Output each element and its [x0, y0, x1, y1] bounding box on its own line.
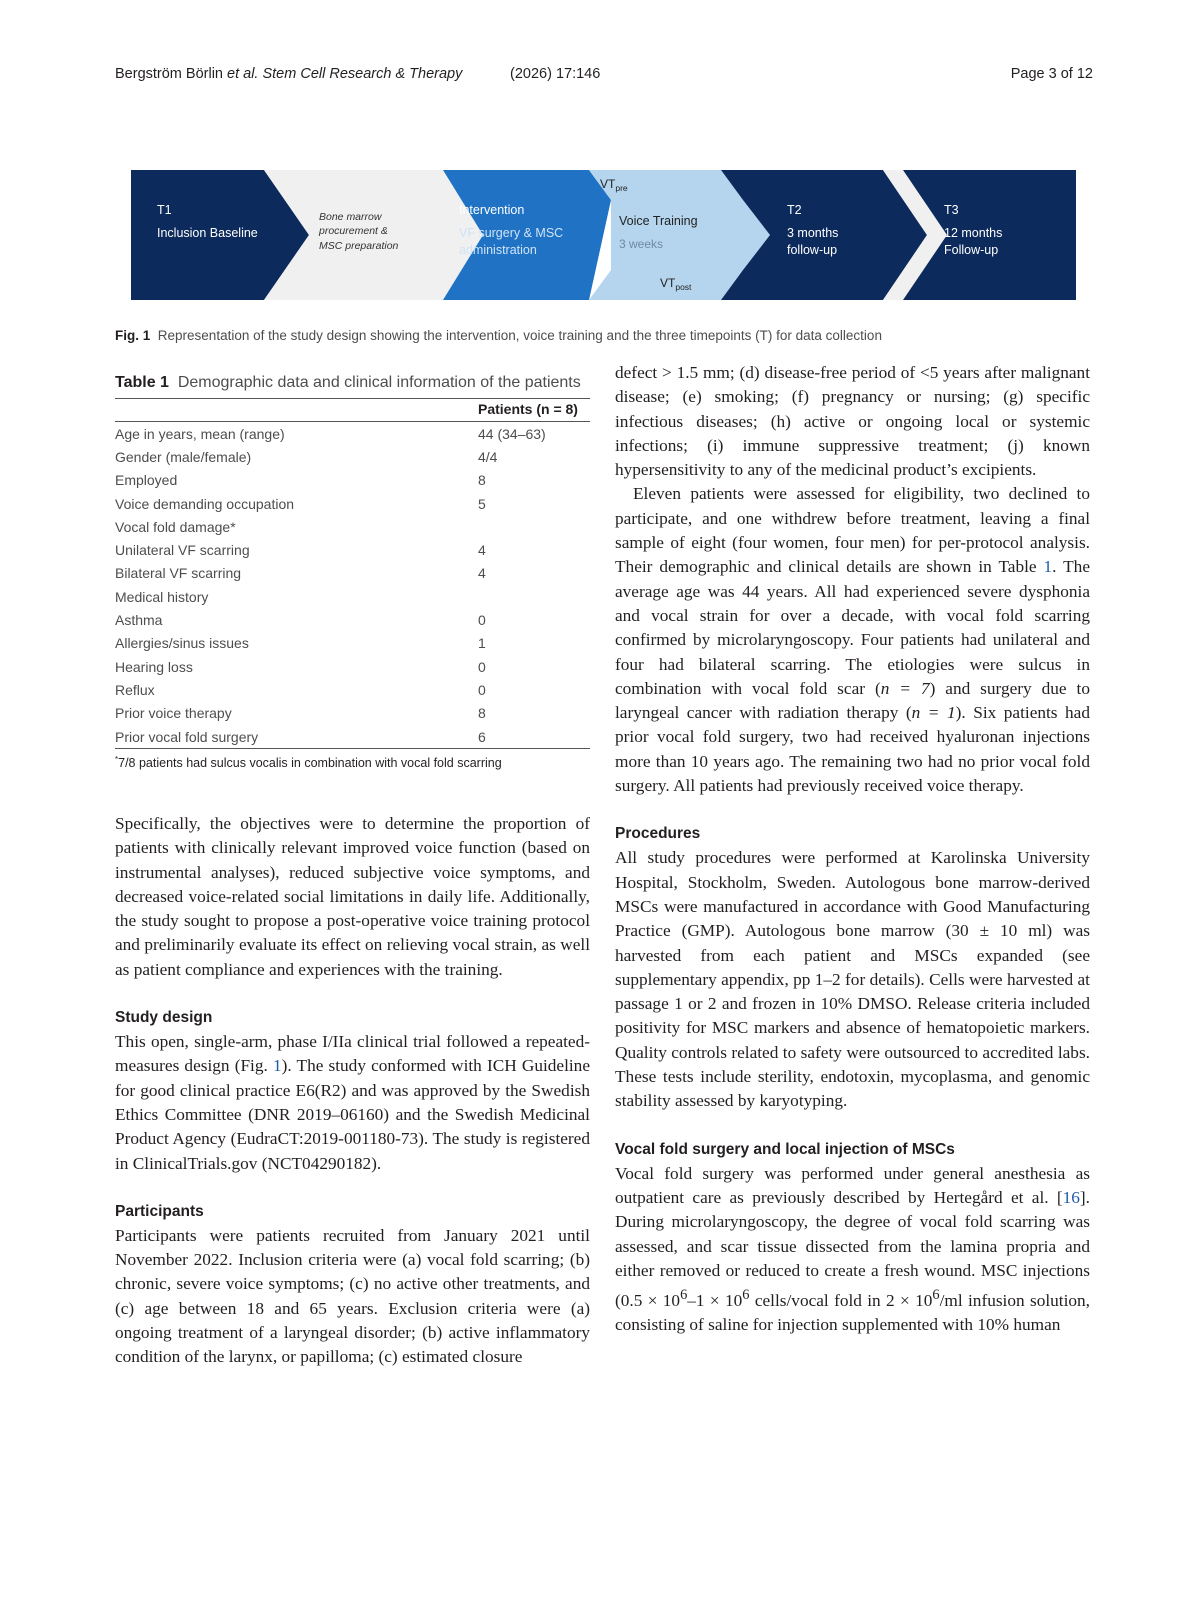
- table-row: [115, 608, 590, 631]
- row-label: Bilateral VF scarring: [115, 565, 242, 582]
- surgery-text-c: –1 × 10: [687, 1290, 743, 1310]
- table-row: [115, 515, 590, 538]
- t2-line-2: follow-up: [787, 243, 838, 257]
- objectives-paragraph: Specifically, the objectives were to determine the proportion of patients with clinically relevant improved voice function (based on instrumental analyses), reduced subjective voice symptoms, and decreased voice-related social limitations in daily life. Additionally, the study sought to propose a post-operative voice training protocol and preliminarily evaluate its effect on relieving vocal strain, as well as patient compliance and experiences with the training.: [115, 814, 590, 979]
- participants-heading: Participants: [115, 1202, 204, 1220]
- surgery-sup-2: 6: [742, 1287, 750, 1304]
- figure-caption-label: Fig. 1: [115, 328, 151, 343]
- table-row: [115, 538, 590, 561]
- row-value: 44 (34–63): [478, 425, 546, 442]
- surgery-text-a: Vocal fold surgery was performed under general anesthesia as outpatient care as previously described by Hertegård et al. [: [615, 1163, 1090, 1207]
- procedures-heading: Procedures: [615, 825, 701, 843]
- surgery-text-b: ]. During microlaryngoscopy, the degree of vocal fold scarring was assessed, and scar tissue dissected from the lamina propria and either removed or reduced to create a fresh wound. MSC injections (0.5 × 10: [615, 1187, 1090, 1310]
- table-row: [115, 562, 590, 585]
- table-row: [115, 725, 590, 749]
- row-label: Reflux: [115, 681, 155, 698]
- voice-training-band: [611, 200, 770, 270]
- voice-training-label: Voice Training: [619, 214, 698, 228]
- table-row: [115, 655, 590, 678]
- table-caption: [115, 372, 590, 394]
- surgery-heading: Vocal fold surgery and local injection of MSCs: [615, 1140, 955, 1158]
- row-value: 4: [478, 542, 486, 559]
- procedures-paragraph: All study procedures were performed at Karolinska University Hospital, Stockholm, Sweden. Autologous bone marrow-derived MSCs were manufactured in accordance with Good Manufacturing Practice (GMP). Autologous bone marrow (30 ± 10 ml) was harvested from each patient and MSCs expanded (see supplementary appendix, pp 1–2 for details). Cells were harvested at passage 1 or 2 and frozen in 10% DMSO. Release criteria included positivity for MSC markers and absence of hematopoietic markers. Quality controls related to safety were outsourced to accredited labs. These tests include sterility, endotoxin, mycoplasma, and genomic stability assessed by karyotyping.: [615, 848, 1090, 1111]
- left-text-column: [115, 812, 590, 1370]
- table-row: [115, 469, 590, 492]
- table-row: [115, 492, 590, 515]
- header-etal: et al.: [222, 66, 259, 82]
- table-footnote-text: 7/8 patients had sulcus vocalis in combination with vocal fold scarring: [118, 756, 502, 771]
- table-row: [115, 585, 590, 608]
- header-volume: (2026) 17:146: [510, 66, 601, 82]
- row-value: 0: [478, 612, 486, 629]
- row-value: 8: [478, 705, 486, 722]
- eligibility-text-b: . The average age was 44 years. All had experienced severe dysphonia and vocal strain for over a decade, with vocal fold scarring confirmed by microlaryngoscopy. Four patients had unilateral and four had bilateral scarring. The etiologies were sulcus in combination with vocal fold scar (: [615, 557, 1090, 698]
- table-footnote: [115, 755, 590, 770]
- t2-label: T2: [787, 203, 802, 217]
- study-design-heading: Study design: [115, 1009, 213, 1027]
- surgery-sup-3: 6: [932, 1287, 940, 1304]
- row-value: 6: [478, 725, 590, 749]
- figure-caption: [115, 328, 882, 343]
- surgery-paragraph: [615, 1162, 1090, 1338]
- row-value: 0: [478, 658, 486, 675]
- bone-marrow-line-3: MSC preparation: [319, 240, 399, 252]
- table-row: [115, 422, 590, 446]
- table-footnote-mark: *: [115, 755, 119, 765]
- t1-label: T1: [157, 203, 172, 217]
- eligibility-paragraph: [615, 482, 1090, 798]
- row-value: 4/4: [478, 448, 498, 465]
- intervention-line-1: VF surgery & MSC: [459, 226, 564, 240]
- right-text-column: [615, 361, 1090, 1337]
- row-value: [478, 585, 590, 608]
- row-value: 5: [478, 495, 486, 512]
- reference-16-link[interactable]: 16: [1062, 1187, 1080, 1207]
- header-citation-left: [115, 66, 462, 82]
- figure-1-link[interactable]: 1: [272, 1056, 282, 1076]
- row-value: 8: [478, 472, 486, 489]
- eligibility-text-c: ) and surgery due to laryngeal cancer with radiation therapy (: [615, 678, 1090, 723]
- study-design-paragraph: [115, 1030, 590, 1176]
- table-column-header: Patients (n = 8): [115, 399, 590, 422]
- intervention-title: Intervention: [459, 203, 525, 217]
- row-label: Employed: [115, 472, 178, 489]
- row-value: [478, 515, 590, 538]
- table-row: [115, 445, 590, 468]
- intervention-line-2: administration: [459, 243, 537, 257]
- header-page-number: Page 3 of 12: [1010, 66, 1093, 82]
- header-journal: Stem Cell Research & Therapy: [258, 66, 463, 82]
- table-1-block: [115, 372, 590, 770]
- row-label: Vocal fold damage*: [115, 518, 236, 535]
- bone-marrow-line-2: procurement &: [319, 225, 388, 237]
- header-authors: Bergström Börlin: [115, 66, 223, 82]
- study-design-figure: [131, 170, 1076, 305]
- eligibility-text-a: Eleven patients were assessed for eligibility, two declined to participate, and one withdrew before treatment, leaving a final sample of eight (four women, four men) for per-protocol analysis. Their demographic and clinical details are shown in Table: [615, 484, 1090, 577]
- t3-line-1: 12 months: [944, 226, 1003, 240]
- eligibility-n1: n = 1: [911, 703, 956, 723]
- eligibility-n7: n = 7: [880, 678, 930, 698]
- figure-caption-text: Representation of the study design showing the intervention, voice training and the three timepoints (T) for data collection: [157, 328, 882, 343]
- row-label: Unilateral VF scarring: [115, 542, 250, 559]
- study-design-text-b: ). The study conformed with ICH Guideline for good clinical practice E6(R2) and was approved by the Swedish Ethics Committee (DNR 2019–06160) and the Swedish Medicinal Product Agency (EudraCT:2019-001180-73). The study is registered in ClinicalTrials.gov (NCT04290182).: [115, 1056, 590, 1173]
- row-label: Medical history: [115, 588, 209, 605]
- table-header-row: [115, 399, 590, 422]
- bone-marrow-line-1: Bone marrow: [319, 211, 382, 223]
- row-label: Prior vocal fold surgery: [115, 725, 478, 749]
- table-row: [115, 678, 590, 701]
- vt-pre-subscript: pre: [615, 183, 628, 193]
- table-row: [115, 702, 590, 725]
- t1-text: Inclusion Baseline: [157, 226, 258, 240]
- row-value: 1: [478, 635, 486, 652]
- surgery-text-e: /ml infusion solution, consisting of saline for injection supplemented with 10% human: [615, 1290, 1091, 1335]
- row-label: Voice demanding occupation: [115, 495, 295, 512]
- row-value: 4: [478, 565, 486, 582]
- vt-post-main: VT: [660, 276, 676, 290]
- table-row: [115, 632, 590, 655]
- running-header: [115, 66, 1093, 90]
- t3-line-2: Follow-up: [944, 243, 999, 257]
- surgery-text-d: cells/vocal fold in 2 × 10: [749, 1290, 933, 1310]
- row-label: Allergies/sinus issues: [115, 635, 249, 652]
- table-1-link[interactable]: 1: [1043, 557, 1053, 577]
- t3-label: T3: [944, 203, 959, 217]
- row-value: 0: [478, 681, 486, 698]
- row-label: Prior voice therapy: [115, 705, 232, 722]
- surgery-sup-1: 6: [680, 1287, 688, 1304]
- study-design-text-a: This open, single-arm, phase I/IIa clinical trial followed a repeated-measures design (Fig.: [115, 1032, 590, 1076]
- row-label: Asthma: [115, 612, 163, 629]
- table-caption-text: Demographic data and clinical information of the patients: [177, 374, 581, 391]
- eligibility-text-d: ). Six patients had prior vocal fold surgery, two had received hyaluronan injections more than 10 years ago. The remaining two had no prior vocal fold surgery. All patients had previously received voice therapy.: [615, 703, 1090, 796]
- exclusion-continuation-paragraph: defect > 1.5 mm; (d) disease-free period of <5 years after malignant disease; (e) smoking; (f) pregnancy or nursing; (g) specific infectious diseases; (h) active or ongoing local or systemic infections; (i) immune suppressive treatment; (j) known hypersensitivity to any of the medicinal product’s excipients.: [615, 363, 1090, 480]
- voice-training-duration: 3 weeks: [619, 237, 664, 251]
- t2-line-1: 3 months: [787, 226, 839, 240]
- row-label: Age in years, mean (range): [115, 425, 285, 442]
- row-label: Gender (male/female): [115, 448, 252, 465]
- participants-paragraph: Participants were patients recruited from January 2021 until November 2022. Inclusion criteria were (a) vocal fold scarring; (b) chronic, severe voice symptoms; (c) no active other treatments, and (c) age between 18 and 65 years. Exclusion criteria were (a) ongoing treatment of a laryngeal disorder; (b) active inflammatory condition of the larynx, or papilloma; (c) estimated closure: [115, 1225, 590, 1367]
- vt-post-subscript: post: [675, 282, 692, 292]
- demographics-table: [115, 398, 590, 749]
- vt-pre-main: VT: [600, 177, 616, 191]
- row-label: Hearing loss: [115, 658, 193, 675]
- table-caption-label: Table 1: [115, 374, 169, 391]
